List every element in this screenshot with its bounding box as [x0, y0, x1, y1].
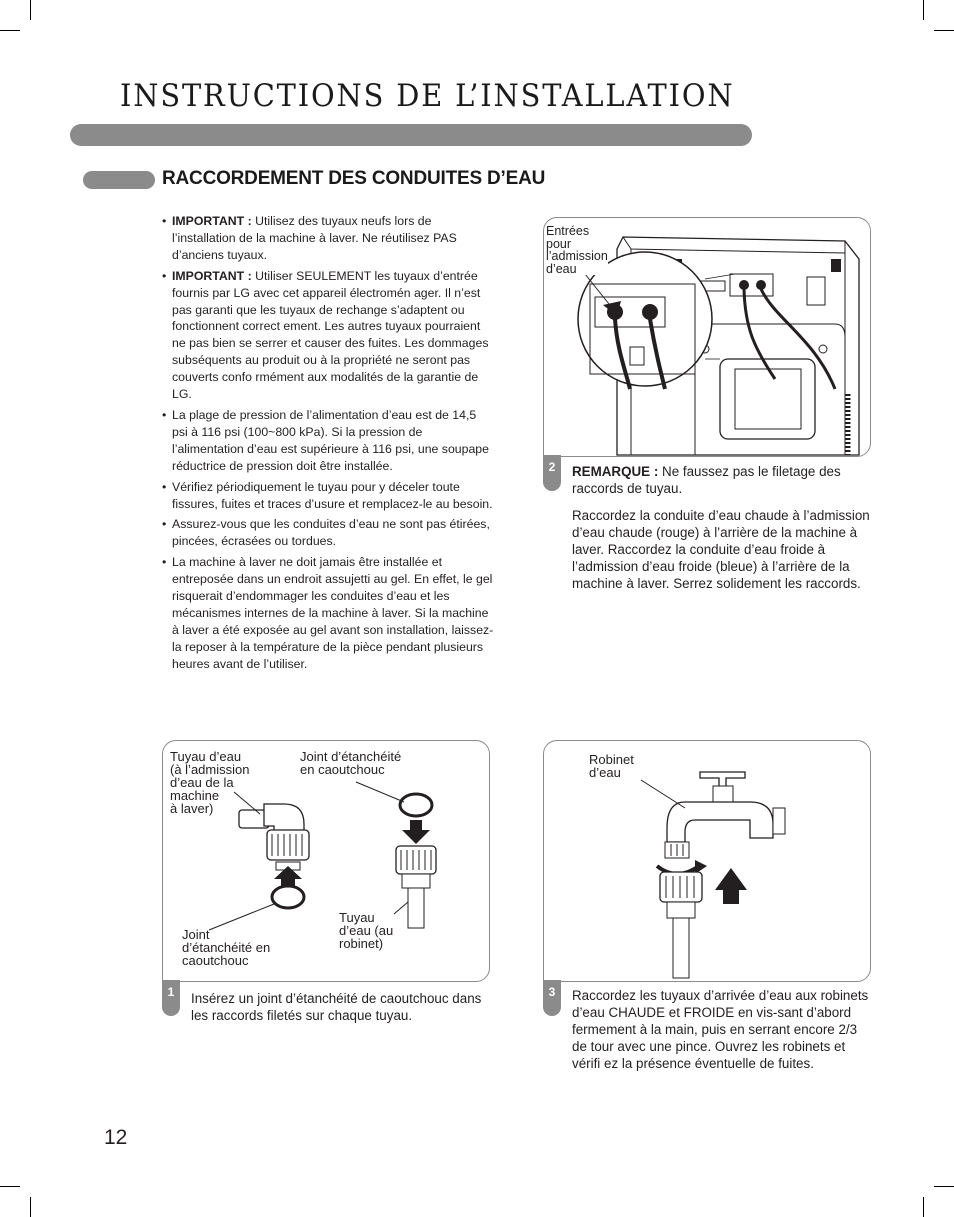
seal-bottom-label: Joint d’étanchéité en caoutchouc [182, 927, 271, 968]
step-number-1: 1 [162, 980, 180, 1016]
page-title: INSTRUCTIONS DE L’INSTALLATION [120, 78, 735, 114]
crop-mark [923, 0, 924, 20]
crop-mark [0, 30, 20, 31]
section-title: RACCORDEMENT DES CONDUITES D’EAU [162, 168, 546, 189]
hose-machine-label: Tuyau d’eau (à l’admission d’eau de la machine à laver) [170, 749, 250, 816]
hose-tap-label: Tuyau d’eau (au robinet) [339, 910, 394, 951]
step-number-2: 2 [543, 455, 561, 491]
list-item-text: Vérifiez périodiquement le tuyau pour y déceler toute fissures, fuites et traces d’usure et remplacez-le au besoin. [172, 479, 493, 511]
list-item-text: La plage de pression de l’alimentation d’eau est de 14,5 psi à 116 psi (100~800 kPa). Si la pression de l’alimentation d’eau est supérieure à 116 psi, une soupape réductrice de pression doit être installée. [172, 407, 489, 473]
step-number-3: 3 [543, 980, 561, 1016]
important-label: IMPORTANT : [172, 214, 252, 228]
list-item [158, 516, 494, 550]
step2-note [572, 463, 872, 497]
list-item [158, 268, 494, 403]
crop-mark [934, 1186, 954, 1187]
inlet-label: Entrées pour l’admission d’eau [546, 224, 608, 276]
step3-body: Raccordez les tuyaux d’arrivée d’eau aux robinets d’eau CHAUDE et FROIDE en vis-sant d’abord fermement à la main, puis en serrant encore 2/3 de tour avec une pince. Ouvrez les robinets et vérifi ez la présence éventuelle de fuites. [572, 988, 869, 1071]
crop-mark [30, 0, 31, 20]
note-text: Ne faussez pas le filetage des raccords de tuyau. [572, 464, 841, 496]
instructions-list [158, 213, 494, 677]
crop-mark [923, 1197, 924, 1217]
crop-mark [0, 1186, 20, 1187]
important-label: IMPORTANT : [172, 268, 252, 283]
title-bar [70, 124, 752, 146]
list-item [158, 407, 494, 475]
page-number: 12 [104, 1126, 128, 1149]
list-item-text: Utilisez des tuyaux neufs lors de l’installation de la machine à laver. Ne réutilisez PAS d’anciens tuyaux. [172, 214, 457, 262]
list-item [158, 479, 494, 513]
step2-body: Raccordez la conduite d’eau chaude à l’admission d’eau chaude (rouge) à l’arrière de la machine à laver. Raccordez la conduite d’eau froide à l’admission d’eau froide (bleue) à l’arrière de la machine à laver. Serrez solidement les raccords. [572, 508, 870, 591]
tap-label: Robinet d’eau [589, 752, 634, 780]
list-item [158, 213, 494, 264]
section-pill [83, 171, 155, 189]
list-item-text: La machine à laver ne doit jamais être installée et entreposée dans un endroit assujetti au gel. En effet, le gel risquerait d’endommager les conduites d’eau et les mécanismes internes de la machine à laver. Si la machine à laver a été exposée au gel avant son installation, laissez-la reposer à la température de la pièce pendant plusieurs heures avant de l’utiliser. [172, 555, 494, 671]
seal-top-label: Joint d’étanchéité en caoutchouc [300, 749, 402, 777]
step1-body: Insérez un joint d’étanchéité de caoutchouc dans les raccords filetés sur chaque tuyau. [191, 991, 482, 1023]
crop-mark [30, 1197, 31, 1217]
list-item-text: Assurez-vous que les conduites d’eau ne sont pas étirées, pincées, écrasées ou tordues. [172, 517, 490, 549]
list-item-text: Utiliser SEULEMENT les tuyaux d’entrée fournis par LG avec cet appareil électromén ager. Il n’est pas garanti que les tuyaux de rechange s’adaptent ou fonctionnent correct ement. Les autres tuyaux pourraient ne pas bien se serrer et causer des fuites. Les dommages subséquents au produit ou à la propriété ne seront pas couverts confo rmément aux modalités de la garantie de LG. [172, 268, 489, 402]
crop-mark [934, 30, 954, 31]
list-item [158, 554, 494, 672]
note-label: REMARQUE : [572, 464, 659, 479]
